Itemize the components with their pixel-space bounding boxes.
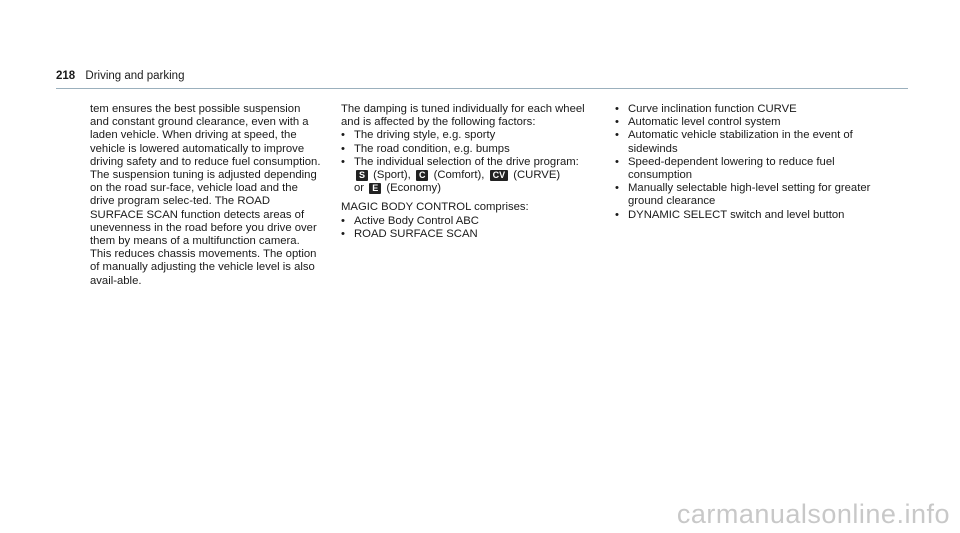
damping-intro: The damping is tuned individually for each wheel and is affected by the following factors: [341, 103, 585, 129]
list-item: • DYNAMIC SELECT switch and level button [615, 208, 845, 221]
list-item: • Curve inclination function CURVE [615, 103, 797, 115]
page-number: 218 [56, 70, 76, 82]
factor-list [341, 129, 597, 195]
column-2 [341, 103, 597, 241]
list-item: • The driving style, e.g. sporty [341, 129, 496, 142]
list-item: • Automatic level control system [615, 116, 781, 129]
list-item: • The road condition, e.g. bumps [341, 142, 510, 155]
column-1 [90, 103, 322, 288]
list-item: • Automatic vehicle stabilization in the event of sidewinds [615, 129, 853, 155]
sport-key-icon: S [356, 170, 368, 181]
comfort-key-icon: C [416, 170, 429, 181]
page-header [56, 70, 184, 82]
list-item: • Manually selectable high-level setting for greater ground clearance [615, 182, 871, 208]
list-item: • Speed-dependent lowering to reduce fuel consumption [615, 155, 835, 182]
suspension-paragraph: tem ensures the best possible suspension and constant ground clearance, even with a laden vehicle. When driving at speed, the vehicle is lowered automatically to improve driving safety and to reduce fuel consumption. The suspension tuning is adjusted depending on the road sur-face, vehicle load and the drive program selec-ted. The ROAD SURFACE SCAN function detects areas of unevenness in the road before you drive over them by means of a multifunction camera. This reduces chassis movements. The option of manually adjusting the vehicle level is also avail-able. [90, 103, 321, 287]
list-item: • Active Body Control ABC [341, 214, 479, 227]
economy-key-icon: E [369, 183, 381, 194]
watermark: carmanualsonline.info [676, 499, 950, 529]
section-title: Driving and parking [85, 70, 185, 82]
magic-body-control-heading: MAGIC BODY CONTROL comprises: [341, 201, 529, 214]
magic-list [341, 215, 597, 241]
list-item: • ROAD SURFACE SCAN [341, 227, 478, 240]
list-item: • The individual selection of the drive program: S (Sport), C (Comfort), CV (CURVE) or E (Economy) [341, 155, 579, 195]
feature-list [615, 103, 875, 222]
curve-key-icon: CV [490, 170, 509, 181]
column-3 [615, 103, 875, 222]
header-divider [56, 88, 908, 89]
